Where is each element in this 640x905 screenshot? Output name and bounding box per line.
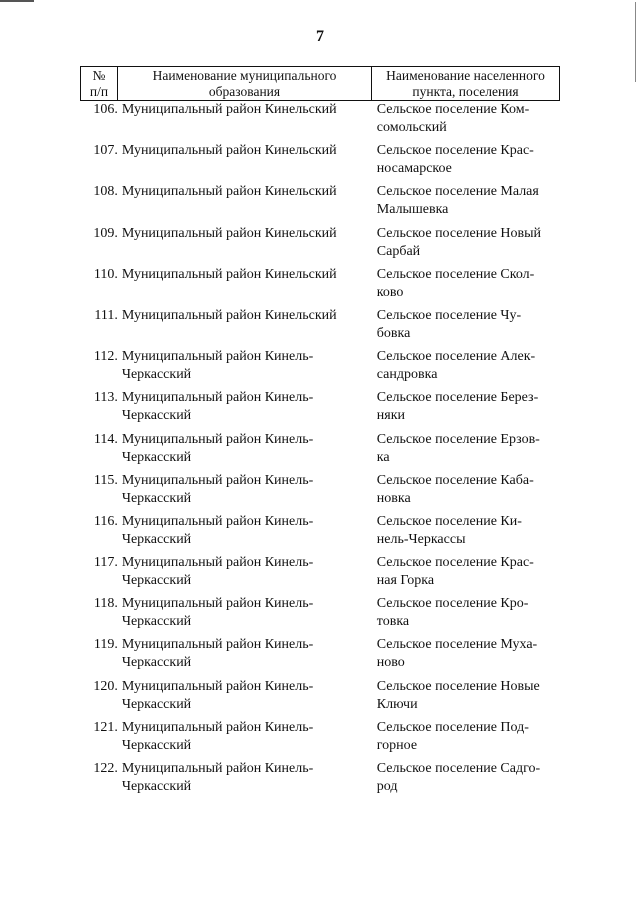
- table-body: [80, 101, 560, 801]
- table-row: [80, 595, 560, 636]
- table-row: [80, 307, 560, 348]
- table-row: [80, 183, 560, 224]
- row-municipality: Муниципальный район Кинель- Черкасский: [121, 555, 314, 589]
- page-number: 7: [316, 28, 324, 45]
- row-municipality: Муниципальный район Кинель- Черкасский: [121, 349, 314, 383]
- row-number: 122.: [93, 761, 118, 776]
- row-municipality: Муниципальный район Кинель- Черкасский: [121, 637, 314, 671]
- row-number: 115.: [93, 472, 118, 488]
- scan-corner-mark: [0, 0, 34, 2]
- table-row: [80, 225, 560, 266]
- row-municipality: Муниципальный район Кинель- Черкасский: [121, 513, 314, 547]
- row-settlement: Сельское поселение Чу- бовка: [376, 307, 522, 341]
- row-municipality: Муниципальный район Кинель- Черкасский: [121, 472, 314, 506]
- row-settlement: Сельское поселение Кро- товка: [376, 596, 529, 630]
- row-number: 121.: [93, 719, 118, 735]
- table-row: [80, 348, 560, 389]
- row-number: 108.: [93, 184, 118, 200]
- row-settlement: Сельское поселение Скол- ково: [376, 266, 535, 300]
- row-number: 106.: [93, 102, 118, 117]
- row-municipality: Муниципальный район Кинель- Черкасский: [121, 431, 314, 465]
- row-settlement: Сельское поселение Муха- ново: [376, 637, 538, 671]
- table-row: [80, 142, 560, 183]
- table-row: [80, 719, 560, 760]
- row-number: 117.: [93, 555, 118, 571]
- row-municipality: Муниципальный район Кинель- Черкасский: [121, 596, 314, 630]
- row-settlement: Сельское поселение Ки- нель-Черкассы: [376, 513, 522, 547]
- row-settlement: Сельское поселение Ерзов- ка: [376, 431, 540, 465]
- row-number: 109.: [93, 225, 118, 241]
- row-number: 112.: [93, 349, 118, 365]
- row-municipality: Муниципальный район Кинель- Черкасский: [121, 390, 314, 424]
- table-row: [80, 678, 560, 719]
- table-row: [80, 636, 560, 677]
- row-settlement: Сельское поселение Новые Ключи: [376, 678, 540, 712]
- header-number: № п/п: [80, 67, 117, 100]
- row-number: 113.: [93, 390, 118, 406]
- row-number: 114.: [93, 431, 118, 447]
- row-municipality: Муниципальный район Кинельский: [121, 266, 337, 282]
- row-settlement: Сельское поселение Малая Малышевка: [376, 184, 539, 218]
- row-municipality: Муниципальный район Кинельский: [121, 143, 337, 159]
- header-municipality: Наименование муниципального образования: [117, 67, 371, 100]
- row-number: 119.: [93, 637, 118, 653]
- row-settlement: Сельское поселение Под- горное: [376, 719, 529, 753]
- row-settlement: Сельское поселение Крас- ная Горка: [376, 555, 534, 589]
- table-row: [80, 760, 560, 801]
- row-municipality: Муниципальный район Кинельский: [121, 102, 337, 117]
- row-number: 118.: [93, 596, 118, 612]
- table-header: [80, 66, 560, 101]
- row-number: 110.: [93, 266, 118, 282]
- header-settlement: Наименование населенного пункта, поселения: [371, 67, 560, 100]
- table-row: [80, 513, 560, 554]
- table-row: [80, 101, 560, 142]
- table-row: [80, 554, 560, 595]
- row-municipality: Муниципальный район Кинельский: [121, 184, 337, 200]
- row-municipality: Муниципальный район Кинельский: [121, 307, 337, 323]
- row-settlement: Сельское поселение Садго- род: [376, 761, 541, 794]
- row-settlement: Сельское поселение Крас- носамарское: [376, 143, 534, 177]
- row-municipality: Муниципальный район Кинельский: [121, 225, 337, 241]
- row-number: 107.: [93, 143, 118, 159]
- table-row: [80, 431, 560, 472]
- row-number: 116.: [93, 513, 118, 529]
- row-municipality: Муниципальный район Кинель- Черкасский: [121, 719, 314, 753]
- row-municipality: Муниципальный район Кинель- Черкасский: [121, 761, 314, 794]
- table-row: [80, 389, 560, 430]
- table-row: [80, 472, 560, 513]
- row-settlement: Сельское поселение Новый Сарбай: [376, 225, 542, 259]
- row-number: 111.: [94, 307, 118, 323]
- row-settlement: Сельское поселение Ком- сомольский: [376, 102, 530, 135]
- row-municipality: Муниципальный район Кинель- Черкасский: [121, 678, 314, 712]
- table-row: [80, 266, 560, 307]
- row-settlement: Сельское поселение Алек- сандровка: [376, 349, 536, 383]
- row-settlement: Сельское поселение Берез- няки: [376, 390, 539, 424]
- row-number: 120.: [93, 678, 118, 694]
- row-settlement: Сельское поселение Каба- новка: [376, 472, 534, 506]
